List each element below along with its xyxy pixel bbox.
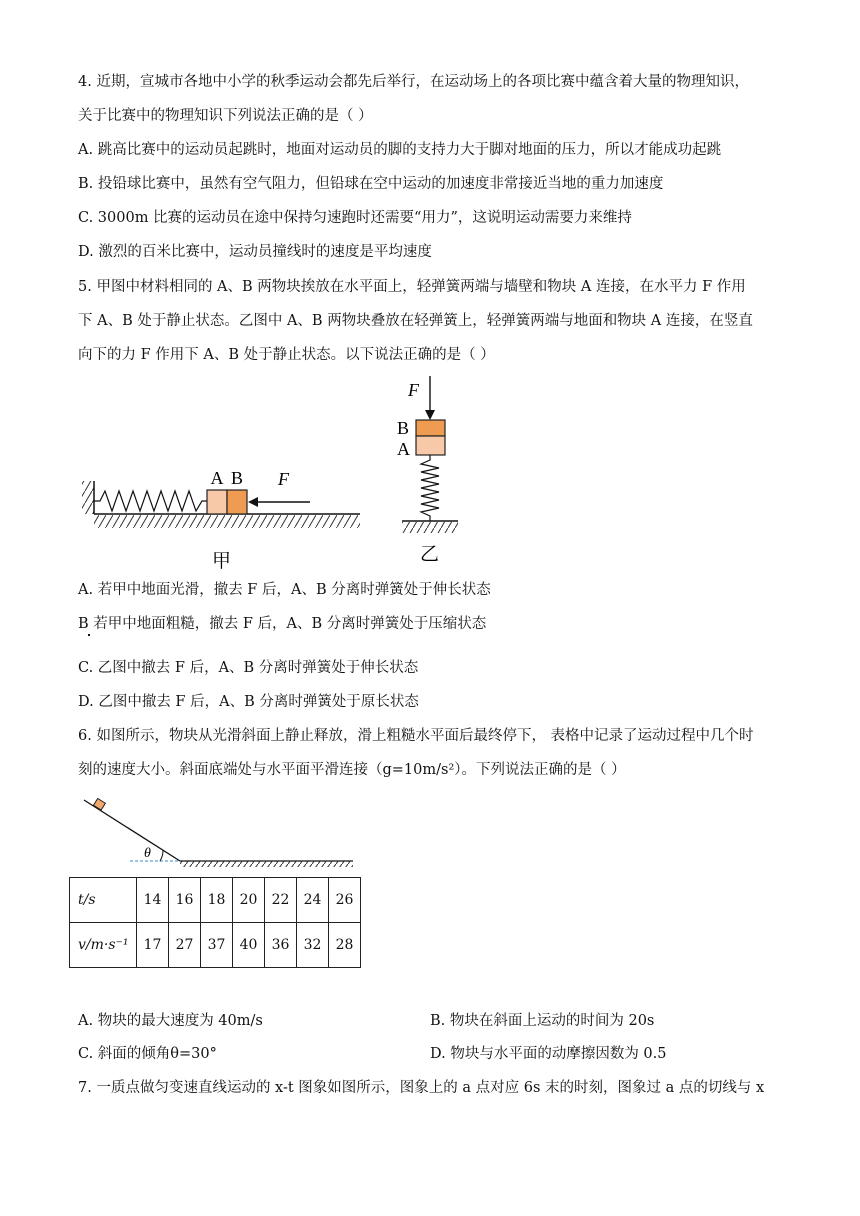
q4-stem-line2: 关于比赛中的物理知识下列说法正确的是（ ） <box>78 108 373 124</box>
label-a: A <box>210 468 224 488</box>
force-arrowhead <box>248 497 258 507</box>
force-arrowhead-vertical <box>425 410 435 420</box>
velocity-table <box>69 877 361 968</box>
figure-jia <box>78 455 368 575</box>
table-cell: 28 <box>329 923 361 968</box>
q5-stem-line1: 5. 甲图中材料相同的 A、B 两物块挨放在水平面上，轻弹簧两端与墙壁和物块 A 连接，在水平力 F 作用 <box>78 279 746 295</box>
q5-option-c: C. 乙图中撤去 F 后，A、B 分离时弹簧处于伸长状态 <box>78 660 419 676</box>
table-cell: 16 <box>169 878 201 923</box>
table-row <box>70 923 361 968</box>
table-cell: 24 <box>297 878 329 923</box>
figure-incline <box>78 792 358 870</box>
spring-vertical <box>421 455 439 521</box>
q6-option-a: A. 物块的最大速度为 40m/s <box>78 1013 263 1029</box>
table-cell: 20 <box>233 878 265 923</box>
ground-hatch-yi <box>402 522 458 533</box>
label-f2: F <box>408 380 419 400</box>
table-cell: 22 <box>265 878 297 923</box>
q5-option-b: B 若甲中地面粗糙，撤去 F 后，A、B 分离时弹簧处于压缩状态 <box>78 616 487 632</box>
block-b-stacked <box>416 420 445 436</box>
q4-option-c: C. 3000m 比赛的运动员在途中保持匀速跑时还需要“用力”，这说明运动需要力来维持 <box>78 210 632 226</box>
block-a <box>207 490 227 514</box>
small-block <box>93 798 105 810</box>
horizontal-hatch <box>180 861 353 867</box>
table-row <box>70 878 361 923</box>
table-cell: 26 <box>329 878 361 923</box>
label-b2: B <box>397 418 410 438</box>
stray-dot <box>88 634 90 636</box>
table-cell: 18 <box>201 878 233 923</box>
label-f: F <box>278 469 289 489</box>
q7-stem-line1: 7. 一质点做匀变速直线运动的 x-t 图象如图所示，图象上的 a 点对应 6s 末的时刻，图象过 a 点的切线与 x <box>78 1080 765 1096</box>
angle-arc <box>160 850 163 861</box>
wall-hatch <box>82 481 94 514</box>
table-cell: 40 <box>233 923 265 968</box>
label-yi: 乙 <box>420 544 440 565</box>
incline-surface <box>84 800 180 861</box>
spring-horizontal <box>94 491 207 511</box>
ground-hatch <box>94 515 360 528</box>
q5-option-a: A. 若甲中地面光滑，撤去 F 后，A、B 分离时弹簧处于伸长状态 <box>78 582 491 598</box>
q4-option-a: A. 跳高比赛中的运动员起跳时，地面对运动员的脚的支持力大于脚对地面的压力，所以才能成功起跳 <box>78 142 722 158</box>
q5-stem-line3: 向下的力 F 作用下 A、B 处于静止状态。以下说法正确的是（ ） <box>78 347 495 363</box>
q5-option-d: D. 乙图中撤去 F 后，A、B 分离时弹簧处于原长状态 <box>78 694 419 710</box>
q4-stem-line1: 4. 近期，宣城市各地中小学的秋季运动会都先后举行，在运动场上的各项比赛中蕴含着大量的物理知识， <box>78 74 749 90</box>
q6-option-c: C. 斜面的倾角θ=30° <box>78 1046 217 1062</box>
table-cell: 32 <box>297 923 329 968</box>
q6-option-d: D. 物块与水平面的动摩擦因数为 0.5 <box>430 1046 667 1062</box>
label-b: B <box>230 468 244 488</box>
table-cell: 27 <box>169 923 201 968</box>
block-b <box>227 490 247 514</box>
table-cell: 17 <box>137 923 169 968</box>
q4-option-b: B. 投铅球比赛中，虽然有空气阻力，但铅球在空中运动的加速度非常接近当地的重力加速度 <box>78 176 664 192</box>
table-cell: 36 <box>265 923 297 968</box>
label-jia: 甲 <box>212 551 232 572</box>
q6-stem-line2: 刻的速度大小。斜面底端处与水平面平滑连接（g=10m/s²）。下列说法正确的是（ ） <box>78 762 626 778</box>
figure-yi <box>392 372 472 567</box>
q5-stem-line2: 下 A、B 处于静止状态。乙图中 A、B 两物块叠放在轻弹簧上，轻弹簧两端与地面和物块 A 连接，在竖直 <box>78 313 753 329</box>
q6-option-b: B. 物块在斜面上运动的时间为 20s <box>430 1013 655 1029</box>
table-cell: 14 <box>137 878 169 923</box>
theta-label: θ <box>144 846 151 861</box>
label-a2: A <box>397 439 410 459</box>
q4-option-d: D. 激烈的百米比赛中，运动员撞线时的速度是平均速度 <box>78 244 432 260</box>
table-cell: 37 <box>201 923 233 968</box>
block-a-stacked <box>416 436 445 455</box>
table-header-t: t/s <box>70 878 137 923</box>
table-header-v: v/m·s⁻¹ <box>70 923 137 968</box>
q6-stem-line1: 6. 如图所示，物块从光滑斜面上静止释放，滑上粗糙水平面后最终停下， 表格中记录了运动过程中几个时 <box>78 728 754 744</box>
